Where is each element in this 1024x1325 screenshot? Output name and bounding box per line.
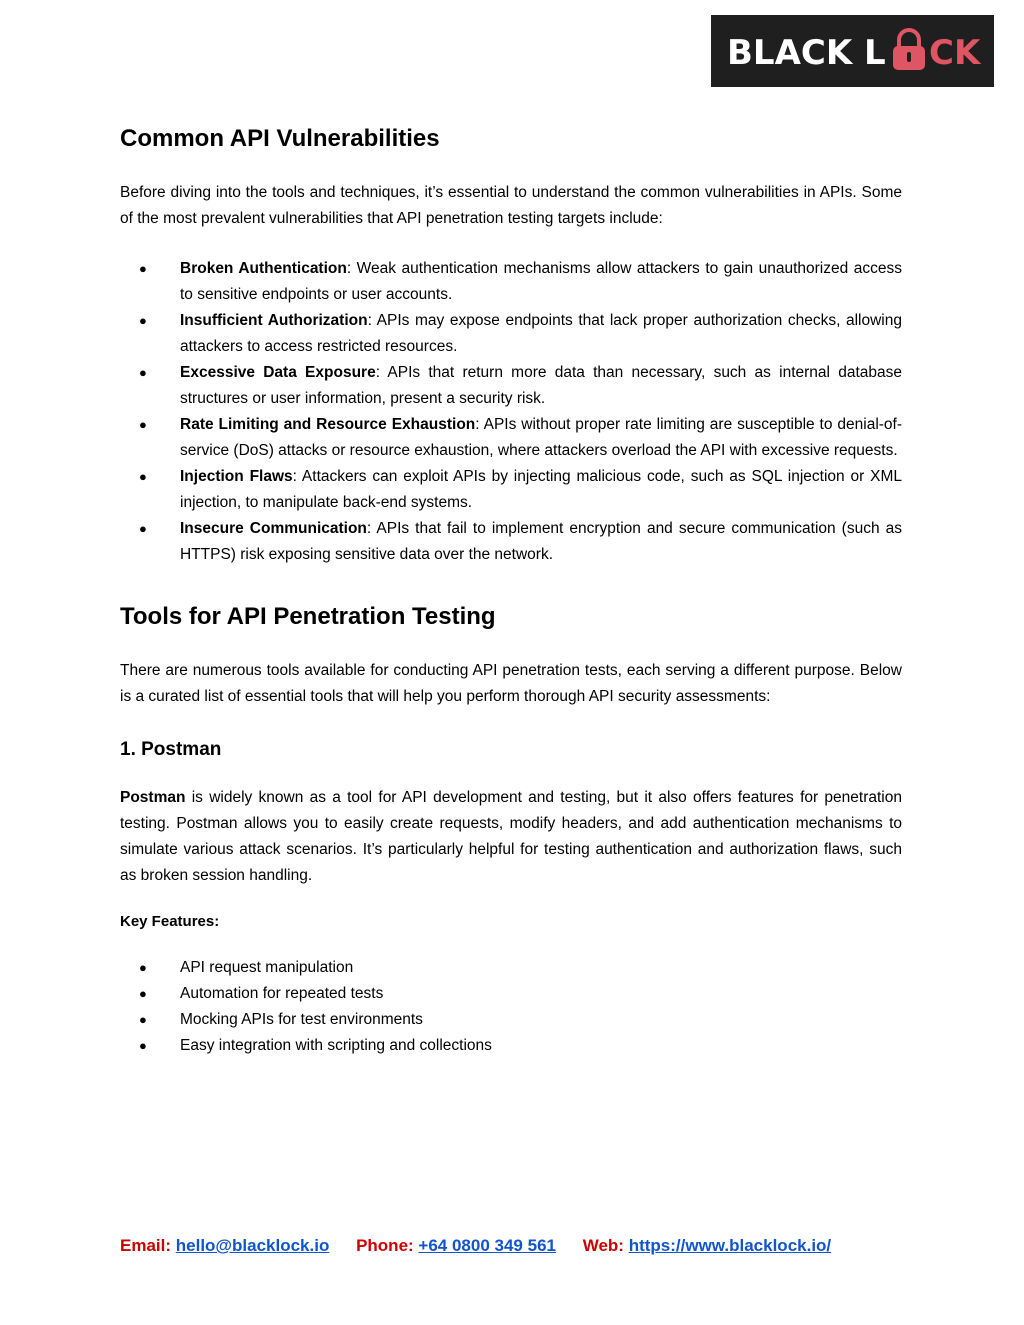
vulnerability-term: Insecure Communication	[180, 520, 367, 537]
contact-footer	[120, 1236, 831, 1256]
bullet-icon: ●	[139, 1038, 147, 1053]
bullet-icon: ●	[139, 521, 147, 536]
section-heading-vulnerabilities: Common API Vulnerabilities	[120, 125, 440, 152]
logo-text-left: BLACK L	[726, 33, 886, 73]
vulnerability-desc: : APIs that fail to implement encryption and secure communication (such as HTTPS) risk exposing sensitive data over the network.	[180, 520, 902, 563]
vulnerability-item	[120, 516, 902, 568]
feature-text: Mocking APIs for test environments	[180, 1011, 423, 1028]
vulnerability-desc: : APIs may expose endpoints that lack proper authorization checks, allowing attackers to access restricted resources.	[180, 312, 902, 355]
feature-item	[120, 981, 902, 1007]
bullet-icon: ●	[139, 417, 147, 432]
key-features-list	[120, 955, 902, 1059]
document-body	[120, 122, 902, 1059]
vulnerability-desc: : Attackers can exploit APIs by injecting malicious code, such as SQL injection or XML injection, to manipulate back-end systems.	[180, 468, 902, 511]
logo-text-right: CK	[928, 33, 980, 73]
vulnerability-term: Insufficient Authorization	[180, 312, 368, 329]
bullet-icon: ●	[139, 986, 147, 1001]
vulnerability-term: Injection Flaws	[180, 468, 293, 485]
vulnerability-term: Rate Limiting and Resource Exhaustion	[180, 416, 476, 433]
blacklock-logo-mark	[723, 26, 983, 76]
feature-item	[120, 1007, 902, 1033]
email-label: Email:	[120, 1236, 172, 1255]
feature-item	[120, 955, 902, 981]
feature-item	[120, 1033, 902, 1059]
phone-link[interactable]: +64 0800 349 561	[418, 1236, 556, 1255]
blacklock-logo	[711, 15, 994, 87]
vulnerability-term: Excessive Data Exposure	[180, 364, 376, 381]
vulnerability-item	[120, 412, 902, 464]
feature-text: Automation for repeated tests	[180, 985, 384, 1002]
bullet-icon: ●	[139, 469, 147, 484]
key-features-label: Key Features:	[120, 913, 220, 930]
feature-text: Easy integration with scripting and collections	[180, 1037, 492, 1054]
vulnerability-list	[120, 256, 902, 568]
vulnerability-item	[120, 360, 902, 412]
postman-desc-text: is widely known as a tool for API development and testing, but it also offers features for penetration testing. Postman allows you to easily create requests, modify headers, and add authentication mechanisms to simulate various attack scenarios. It’s particularly helpful for testing authentication and authorization flaws, such as broken session handling.	[120, 789, 902, 884]
web-label: Web:	[582, 1236, 624, 1255]
postman-name: Postman	[120, 789, 186, 806]
bullet-icon: ●	[139, 313, 147, 328]
bullet-icon: ●	[139, 1012, 147, 1027]
vulnerability-term: Broken Authentication	[180, 260, 347, 277]
bullet-icon: ●	[139, 960, 147, 975]
section-heading-tools: Tools for API Penetration Testing	[120, 603, 496, 630]
email-link[interactable]: hello@blacklock.io	[175, 1236, 330, 1255]
vulnerability-item	[120, 256, 902, 308]
phone-label: Phone:	[356, 1236, 414, 1255]
web-link[interactable]: https://www.blacklock.io/	[628, 1236, 832, 1255]
bullet-icon: ●	[139, 261, 147, 276]
tool-heading-postman: 1. Postman	[120, 739, 222, 760]
vulnerability-item	[120, 308, 902, 360]
padlock-icon	[893, 30, 925, 70]
tools-intro: There are numerous tools available for conducting API penetration tests, each serving a different purpose. Below is a curated list of essential tools that will help you perform thorough API security assessments:	[120, 662, 902, 705]
postman-description	[120, 785, 902, 889]
vulnerabilities-intro: Before diving into the tools and techniques, it’s essential to understand the common vulnerabilities in APIs. Some of the most prevalent vulnerabilities that API penetration testing targets include:	[120, 184, 902, 227]
vulnerability-desc: : APIs without proper rate limiting are susceptible to denial-of-service (DoS) attacks or resource exhaustion, where attackers overload the API with excessive requests.	[180, 416, 903, 459]
bullet-icon: ●	[139, 365, 147, 380]
vulnerability-item	[120, 464, 902, 516]
vulnerability-desc: : Weak authentication mechanisms allow attackers to gain unauthorized access to sensitive endpoints or user accounts.	[180, 260, 902, 303]
vulnerability-desc: : APIs that return more data than necessary, such as internal database structures or user information, present a security risk.	[180, 364, 902, 407]
feature-text: API request manipulation	[180, 959, 354, 976]
